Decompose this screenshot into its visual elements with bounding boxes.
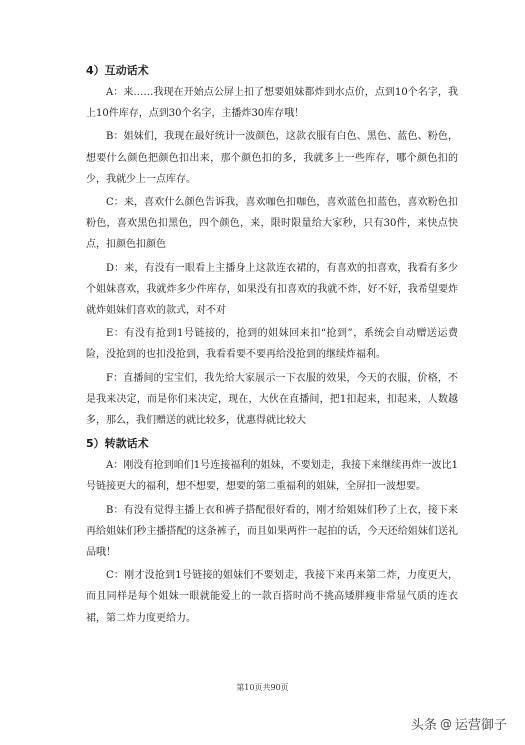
section-heading: 4）互动话术 — [86, 64, 149, 77]
paragraph: F：直播间的宝宝们，我先给大家展示一下衣服的效果，今天的衣服，价格，不是我来决定，而是你们来决定，现在，大伙在直播间，把1扣起来，扣起来，人数越多，那么，我们赠送的就比较多，优惠得就比较大 — [86, 372, 458, 427]
page-number-footer: 第10页共90页 — [236, 683, 289, 692]
document-content — [86, 60, 458, 631]
section-interaction-scripts — [86, 60, 458, 431]
paragraph: B：有没有觉得主播上衣和裤子搭配很好看的，刚才给姐妹们秒了上衣，接下来再给姐妹们秒主播搭配的这条裤子，而且如果两件一起拍的话，今天还给姐妹们送礼品哦！ — [86, 504, 458, 559]
section-heading: 5）转款话术 — [86, 437, 149, 451]
watermark-prefix: 头条 — [410, 718, 437, 733]
paragraph: C：刚才没抢到1号链接的姐妹们不要划走，我接下来再来第二炸，力度更大，而且同样是每个姐妹一眼就能爱上的一款百搭时尚不挑高矮胖瘦非常显气质的连衣裙，第二炸力度更给力。 — [86, 570, 458, 624]
paragraph: D：来，有没有一眼看上主播身上这款连衣裙的，有喜欢的扣喜欢，我看有多少个姐妹喜欢，我就炸多少件库存，如果没有扣喜欢的我就不炸，好不好，我希望要炸就炸姐妹们喜欢的款式，对不对 — [86, 262, 458, 317]
paragraph: A：来……我现在开始点公屏上扣了想要姐妹都炸到水点价，点到10个名字，我上10件库存，点到30个名字，主播炸30库存哦！ — [86, 87, 458, 120]
watermark-name: 运营御子 — [454, 718, 507, 733]
paragraph: E：有没有抢到1号链接的，抢到的姐妹回来扣“抢到”，系统会自动赠送运费险，没抢到的也扣没抢到，我看看要不要再给没抢到的继续炸福利。 — [86, 328, 458, 361]
paragraph: B：姐妹们，我现在最好统计一波颜色，这款衣服有白色、黑色、蓝色、粉色，想要什么颜色把颜色扣出来，那个颜色扣的多，我就多上一些库存，哪个颜色扣的少，我就少上一点库存。 — [86, 131, 458, 185]
paragraph: A：刚没有抢到咱们1号连接福利的姐妹，不要划走，我接下来继续再炸一波比1号链接更大的福利，想不想要，想要的第二重福利的姐妹，全屏扣一波想要。 — [86, 460, 458, 493]
watermark — [411, 714, 507, 733]
section-transition-scripts — [86, 433, 458, 629]
watermark-at: @ — [439, 716, 452, 731]
paragraph: C：来，喜欢什么颜色告诉我，喜欢咖色扣咖色，喜欢蓝色扣蓝色，喜欢粉色扣粉色，喜欢黑色扣黑色，四个颜色，来，限时限量给大家秒，只有30件，来快点快点，扣颜色扣颜色 — [86, 197, 458, 251]
